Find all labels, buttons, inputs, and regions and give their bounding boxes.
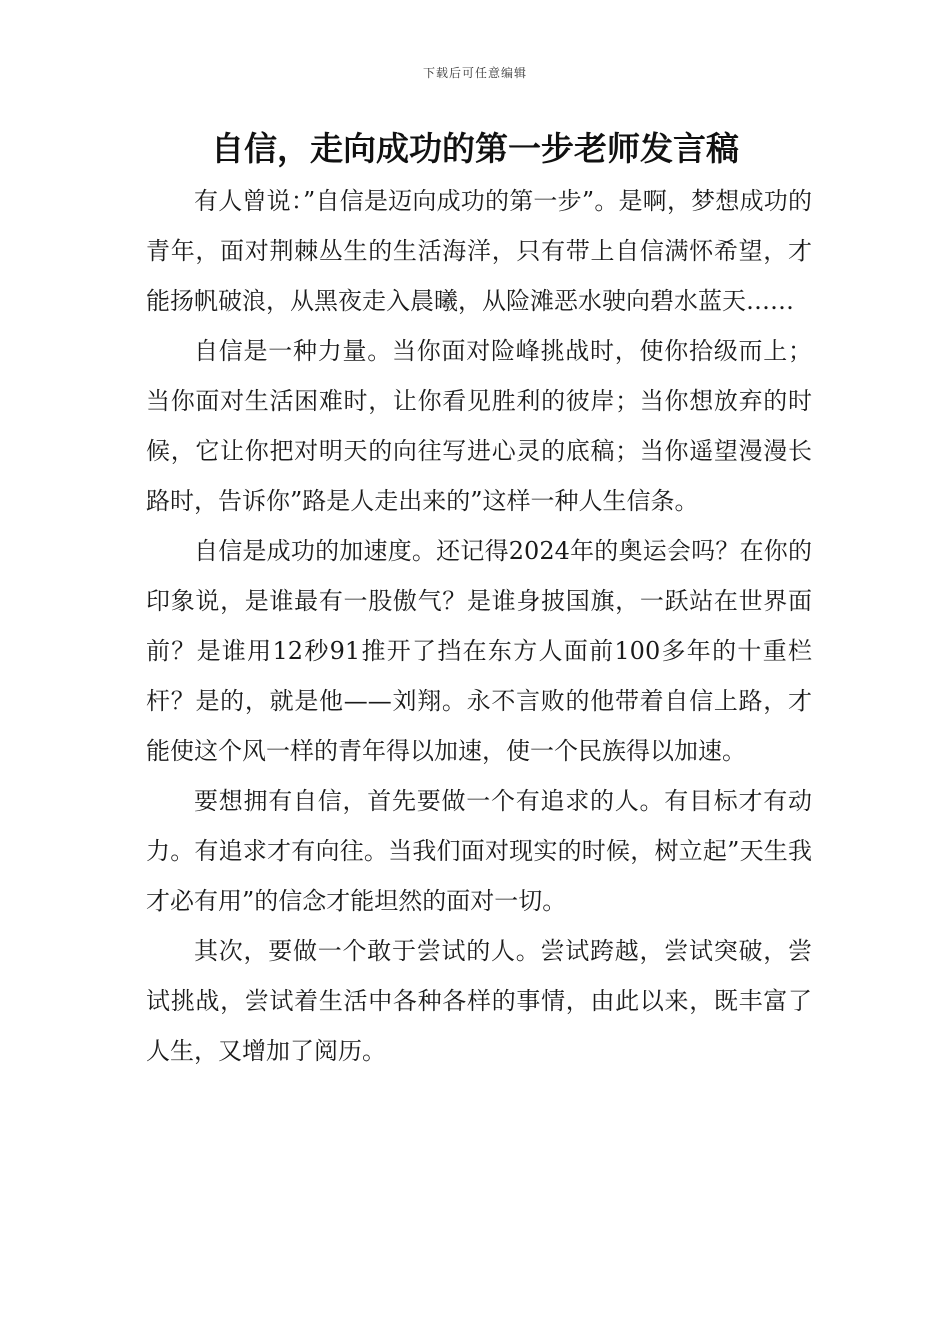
paragraph-5: 其次，要做一个敢于尝试的人。尝试跨越，尝试突破，尝试挑战，尝试着生活中各种各样的事情，由此以来，既丰富了人生，又增加了阅历。: [146, 937, 812, 1065]
paragraph-4: 要想拥有自信，首先要做一个有追求的人。有目标才有动力。有追求才有向往。当我们面对现实的时候，树立起”天生我才必有用”的信念才能坦然的面对一切。: [146, 787, 812, 915]
paragraph-1: 有人曾说：”自信是迈向成功的第一步”。是啊，梦想成功的青年，面对荆棘丛生的生活海洋，只有带上自信满怀希望，才能扬帆破浪，从黑夜走入晨曦，从险滩恶水驶向碧水蓝天……: [146, 187, 812, 315]
paragraph-2: 自信是一种力量。当你面对险峰挑战时，使你拾级而上；当你面对生活困难时，让你看见胜利的彼岸；当你想放弃的时候，它让你把对明天的向往写进心灵的底稿；当你遥望漫漫长路时，告诉你”路是人走出来的”这样一种人生信条。: [146, 337, 812, 515]
paragraph-3: 自信是成功的加速度。还记得2024年的奥运会吗？在你的印象说，是谁最有一股傲气？是谁身披国旗，一跃站在世界面前？是谁用12秒91推开了挡在东方人面前100多年的十重栏杆？是的，就是他——刘翔。永不言败的他带着自信上路，才能使这个风一样的青年得以加速，使一个民族得以加速。: [146, 537, 812, 765]
page-title: 自信，走向成功的第一步老师发言稿: [211, 129, 739, 168]
document-body: [146, 176, 812, 1076]
header-note: 下载后可任意编辑: [422, 66, 527, 80]
